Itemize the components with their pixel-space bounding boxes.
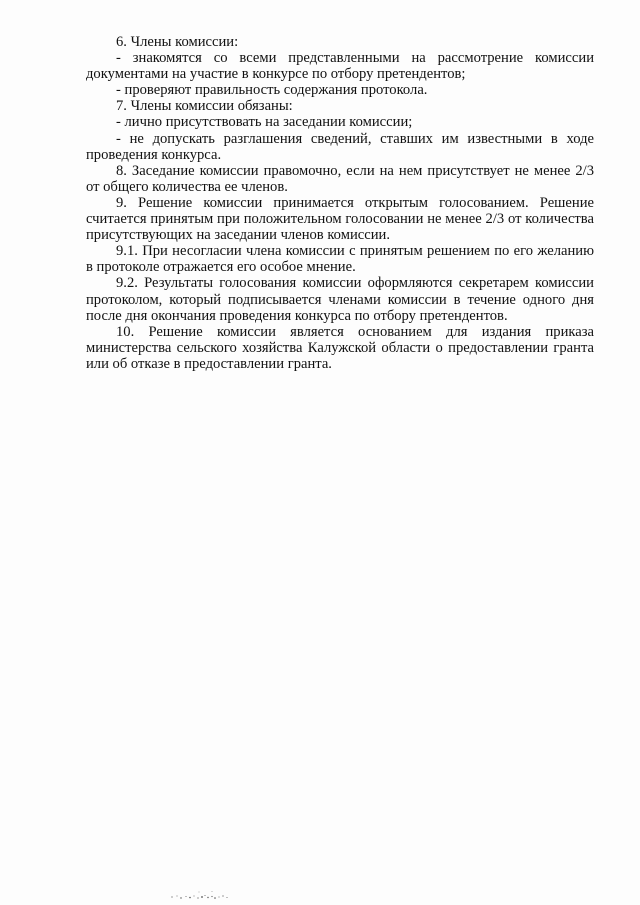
paragraph-7: 7. Члены комиссии обязаны:: [116, 98, 293, 115]
paragraph-6-item-2: - проверяют правильность содержания протокола.: [116, 82, 428, 99]
paragraph-9-2: 9.2. Результаты голосования комиссии оформляются секретарем комиссии протоколом, который подписывается членами комиссии в течение одного дня после дня окончания проведения конкурса по отбору претендентов.: [86, 275, 594, 324]
paragraph-7-item-2: - не допускать разглашения сведений, ставших им известными в ходе проведения конкурса.: [86, 130, 594, 163]
paragraph-7-item-1: - лично присутствовать на заседании комиссии;: [116, 114, 413, 131]
scan-artifact: [168, 890, 238, 900]
document-body: [86, 34, 594, 372]
paragraph-8: 8. Заседание комиссии правомочно, если на нем присутствует не менее 2/3 от общего количества ее членов.: [86, 162, 594, 195]
paragraph-9-1: 9.1. При несогласии члена комиссии с принятым решением по его желанию в протоколе отражается его особое мнение.: [86, 243, 594, 276]
paragraph-6: 6. Члены комиссии:: [116, 34, 239, 50]
paragraph-6-item-1: - знакомятся со всеми представленными на рассмотрение комиссии документами на участие в конкурсе по отбору претендентов;: [86, 50, 594, 83]
paragraph-9: 9. Решение комиссии принимается открытым голосованием. Решение считается принятым при положительном голосовании не менее 2/3 от количества присутствующих на заседании членов комиссии.: [86, 194, 594, 244]
paragraph-10: 10. Решение комиссии является основанием для издания приказа министерства сельского хозяйства Калужской области о предоставлении гранта или об отказе в предоставлении гранта.: [86, 323, 594, 372]
